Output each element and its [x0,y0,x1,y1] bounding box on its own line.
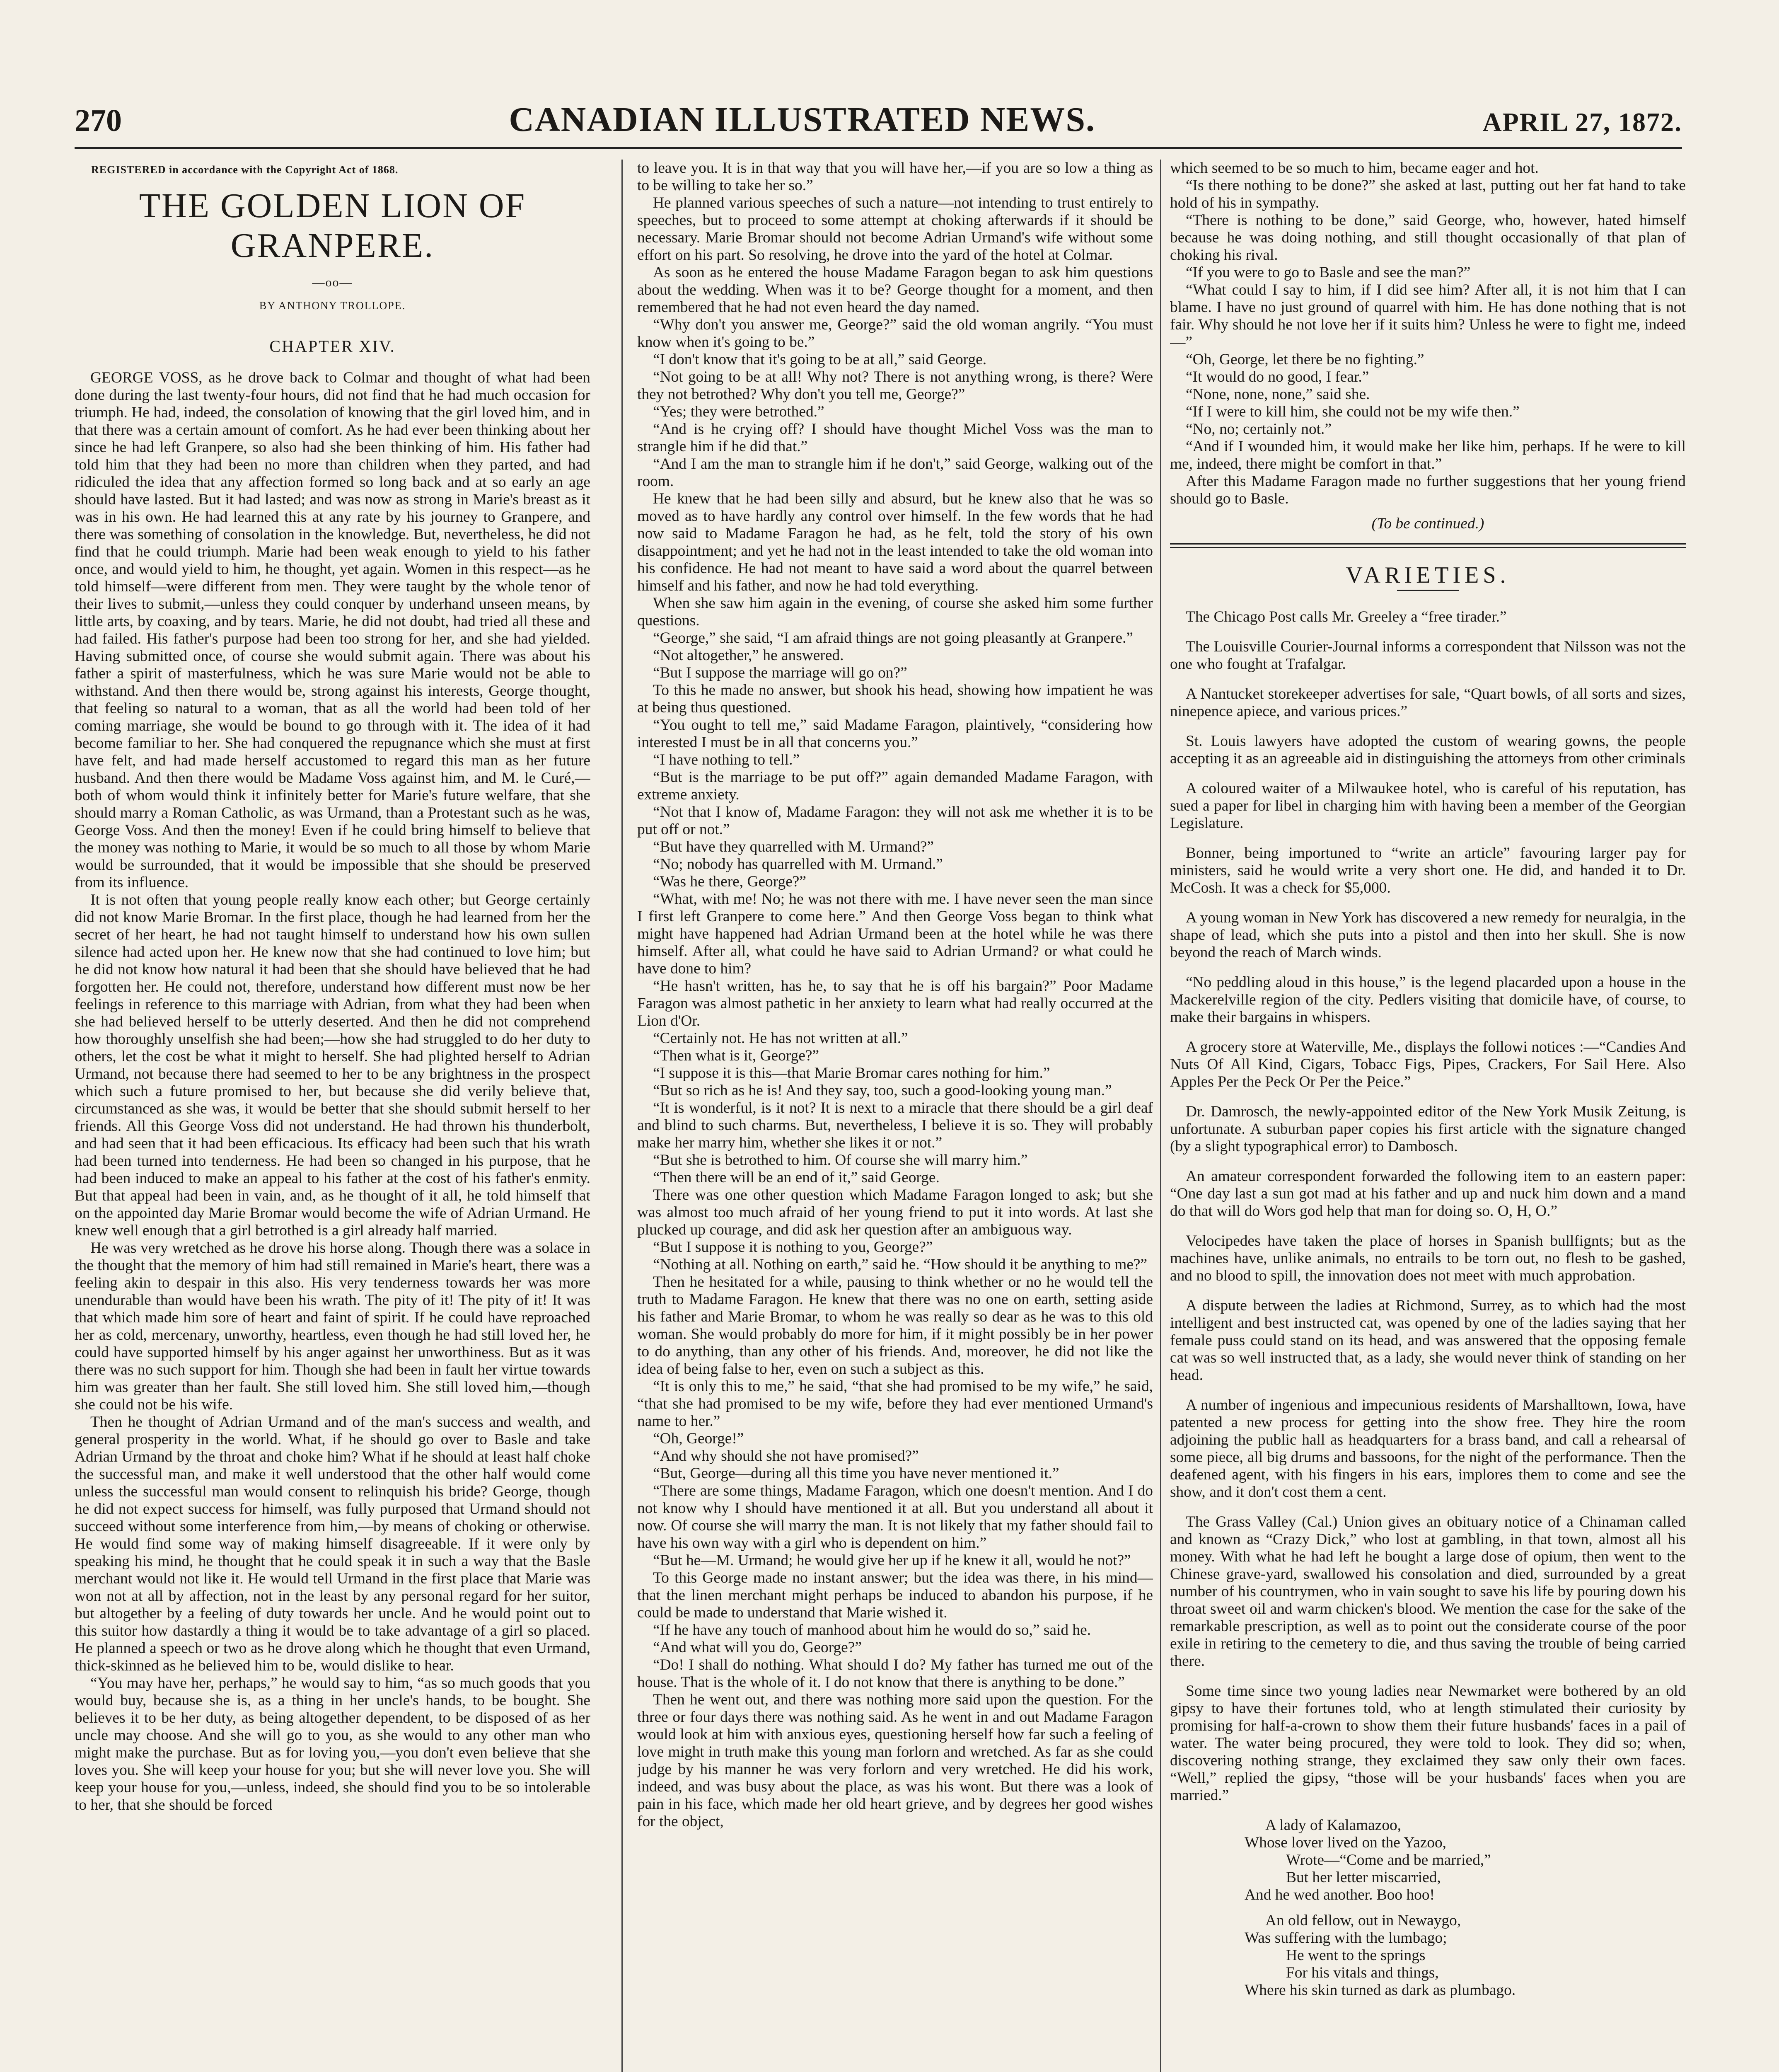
paper-title: CANADIAN ILLUSTRATED NEWS. [509,100,1096,139]
paragraph: There was one other question which Madame Faragon longed to ask; but she was almost too much afraid of her young friend to put it into words. At last she plucked up courage, and did ask her question after an ambiguous way. [637,1186,1153,1238]
verse-line: An old fellow, out in Newaygo, [1265,1912,1461,1929]
paragraph: “You ought to tell me,” said Madame Faragon, plaintively, “considering how interested I must be in all that concerns you.” [637,716,1153,751]
paragraph: “Oh, George!” [653,1430,744,1447]
paragraph: “There is nothing to be done,” said George, who, however, hated himself because he was doing nothing, and still thought occasionally of that plan of choking his rival. [1170,212,1686,264]
variety-item: A Nantucket storekeeper advertises for sale, “Quart bowls, of all sorts and sizes, ninepence apiece, and various prices.” [1170,685,1686,720]
paragraph: “No; nobody has quarrelled with M. Urmand.” [653,856,943,873]
paragraph: “But, George—during all this time you have never mentioned it.” [653,1465,1059,1482]
paragraph: “No, no; certainly not.” [1186,421,1332,438]
variety-item: Dr. Damrosch, the newly-appointed editor of the New York Musik Zeitung, is unfortunate. A suburban paper copies his first article with the signature changed (by a slight typographical error) to Dambosch. [1170,1103,1686,1155]
variety-item: Some time since two young ladies near Newmarket were bothered by an old gipsy to have their fortunes told, who at length stimulated their curiosity by promising for half-a-crown to show them their future husbands' faces in a pail of water. The water being procured, they were told to look. They did so; when, discovering nothing strange, they exclaimed they saw only their own faces. “Well,” replied the gipsy, “those will be your husbands' faces when you are married.” [1170,1682,1686,1804]
paragraph: After this Madame Faragon made no further suggestions that her young friend should go to Basle. [1170,473,1686,507]
paragraph: “But he—M. Urmand; he would give her up if he knew it all, would he not?” [653,1552,1131,1569]
paragraph: Then he hesitated for a while, pausing to think whether or no he would tell the truth to Madame Faragon. He knew that there was no one on earth, setting aside his father and Marie Bromar, to whom he was really so dear as he was to this old woman. She would probably do more for him, if it might possibly be in her power to do anything, than any other of his friends. And, moreover, he did not like the idea of being false to her, even on such a subject as this. [637,1273,1153,1377]
varieties-heading: VARIETIES. [1346,562,1510,588]
story-text [637,160,1153,1830]
variety-item: Bonner, being importuned to “write an article” favouring larger pay for ministers, said he would write a very short one. He did, and handed it to Dr. McCosh. It was a check for $5,000. [1170,845,1686,896]
column-divider [1160,160,1161,2072]
masthead-rule [75,147,1682,149]
paragraph: to leave you. It is in that way that you will have her,—if you are so low a thing as to be willing to take her so.” [637,160,1153,194]
paragraph: “Why don't you answer me, George?” said the old woman angrily. “You must know when it's going to be.” [637,316,1153,351]
paragraph: “But she is betrothed to him. Of course she will marry him.” [653,1152,1028,1169]
issue-date: APRIL 27, 1872. [1482,107,1682,137]
variety-item: A grocery store at Waterville, Me., displays the followi notices :—“Candies And Nuts Of All Kind, Cigars, Tobacc Figs, Pipes, Crackers, For Sail Here. Also Apples Per the Peck Or Per the Peice.” [1170,1038,1686,1090]
variety-item: An amateur correspondent forwarded the following item to an eastern paper: “One day last a sun got mad at his father and up and nuck him down and a mand do that will do Wors god help that man for doing so. O, H, O.” [1170,1168,1686,1220]
story-text [1170,160,1686,508]
paragraph: “It would do no good, I fear.” [1186,368,1369,385]
section-rule [1170,543,1686,548]
paragraph: “What could I say to him, if I did see him? After all, it is not him that I can blame. I have no just ground of quarrel with him. He has done nothing that is not fair. Why should he not love her if it suits him? Unless he were to fight me, indeed—” [1170,281,1686,351]
variety-item: St. Louis lawyers have adopted the custom of wearing gowns, the people accepting it as an agreeable aid in distinguishing the attorneys from other criminals [1170,733,1686,767]
paragraph: To this George made no instant answer; but the idea was there, in his mind—that the linen merchant might perhaps be induced to abandon his purpose, if he could be made to understand that Marie wished it. [637,1569,1153,1621]
paragraph: “But I suppose it is nothing to you, George?” [653,1239,933,1256]
paragraph: He was very wretched as he drove his horse along. Though there was a solace in the thought that the memory of him had still remained in Marie's heart, there was a feeling akin to despair in this also. His very tenderness towards her was more unendurable than would have been his wrath. The pity of it! The pity of it! It was that which made him sore of heart and faint of spirit. If he could have reproached her as cold, mercenary, unworthy, heartless, even though he had still loved her, he could have supported himself by his anger against her unworthiness. But as it was there was no such support for him. Though she had been in fault her virtue towards him was greater than her fault. She still loved him. She still loved him,—though she could not be his wife. [75,1239,590,1413]
limerick-stanza [1170,1912,1686,1999]
verse-line: Was suffering with the lumbago; [1245,1929,1447,1946]
paragraph: “Certainly not. He has not written at all.” [653,1030,908,1047]
story-title: THE GOLDEN LION OF GRANPERE. [139,186,526,265]
paragraph: Then he thought of Adrian Urmand and of the man's success and wealth, and general prosperity in the world. What, if he should go over to Basle and take Adrian Urmand by the throat and choke him? What if he should at least half choke the successful man, and make it well understood that the other half would come unless the successful man would consent to relinquish his bride? George, though he did not expect success for himself, was fully purposed that Urmand should not succeed without some interference from him,—by means of choking or otherwise. He would find some way of making himself disagreeable. If it were only by speaking his mind, he thought that he could speak it in such a way that the Basle merchant would not like it. He would tell Urmand in the first place that Marie was won not at all by affection, not in the least by any personal regard for her suitor, but altogether by a feeling of duty towards her uncle. And he would point out to this suitor how dastardly a thing it would be to take advantage of a girl so placed. He planned a speech or two as he drove along which he thought that even Urmand, thick-skinned as he believed him to be, would dislike to hear. [75,1414,590,1674]
paragraph: “If you were to go to Basle and see the man?” [1186,264,1471,281]
paragraph: “And I am the man to strangle him if he don't,” said George, walking out of the room. [637,455,1153,490]
copyright-notice: REGISTERED in accordance with the Copyright Act of 1868. [91,164,399,176]
paragraph: He planned various speeches of such a nature—not intending to trust entirely to speeches, but to proceed to some attempt at choking afterwards if it should be necessary. Marie Bromar should not become Adrian Urmand's wife without some effort on his part. So resolving, he drove into the yard of the hotel at Colmar. [637,194,1153,264]
chapter-heading: CHAPTER XIV. [269,337,396,356]
column-3 [1170,160,1686,2072]
paragraph: “None, none, none,” said she. [1186,386,1370,403]
page-number: 270 [75,103,122,138]
paragraph: “Is there nothing to be done?” she asked at last, putting out her fat hand to take hold of his in sympathy. [1170,177,1686,211]
verse-line: Whose lover lived on the Yazoo, [1245,1834,1447,1851]
variety-item: The Louisville Courier-Journal informs a correspondent that Nilsson was not the one who fought at Trafalgar. [1170,638,1686,673]
heading-underline [1397,590,1459,591]
paragraph: “Oh, George, let there be no fighting.” [1186,351,1424,368]
variety-item: “No peddling aloud in this house,” is the legend placarded upon a house in the Mackerelville region of the city. Pedlers visiting that domicile have, of course, to make their bargains in whispers. [1170,974,1686,1026]
paragraph: “But have they quarrelled with M. Urmand?” [653,838,934,855]
paragraph: “But is the marriage to be put off?” again demanded Madame Faragon, with extreme anxiety. [637,769,1153,803]
paragraph: He knew that he had been silly and absurd, but he knew also that he was so moved as to have hardly any control over himself. In the few words that he had now said to Madame Faragon he had, as he felt, told the story of his own disappointment; and yet he had not in the least intended to take the old woman into his confidence. He had not meant to have said a word about the quarrel between himself and his father, and now he had told everything. [637,490,1153,594]
verse-line: And he wed another. Boo hoo! [1245,1886,1435,1903]
paragraph: “And why should she not have promised?” [653,1447,919,1464]
paragraph: “It is only this to me,” he said, “that she had promised to be my wife,” he said, “that she had promised to be my wife, before they had ever mentioned Urmand's name to her.” [637,1378,1153,1430]
paragraph: which seemed to be so much to him, became eager and hot. [1170,160,1539,177]
variety-item: A young woman in New York has discovered a new remedy for neuralgia, in the shape of lead, which she puts into a pistol and then into her skull. She is now beyond the reach of March winds. [1170,909,1686,961]
paragraph: It is not often that young people really know each other; but George certainly did not know Marie Bromar. In the first place, though he had learned from her the secret of her heart, he had not taught himself to understand how his own sullen silence had acted upon her. He knew now that she had continued to love him; but he did not know how natural it had been that she should have believed that he had forgotten her. He could not, therefore, understand how different must now be her feelings in reference to this marriage with Adrian, from what they had been when she had believed herself to be utterly deserted. And then he did not comprehend how thoroughly unselfish she had been;—how she had struggled to do her duty to others, let the cost be what it might to herself. She had plighted herself to Adrian Urmand, not because there had seemed to her to be any brightness in the prospect which such a future promised to her, but because she did verily believe that, circumstanced as she was, it would be better that she should submit herself to her friends. All this George Voss did not understand. He had thrown his thunderbolt, and had seen that it had been efficacious. Its efficacy had been such that his wrath had been turned into tenderness. He had been so changed in his purpose, that he had been induced to make an appeal to his father at the cost of his father's enmity. But that appeal had been in vain, and, as he thought of it all, he told himself that on the appointed day Marie Bromar would become the wife of Adrian Urmand. He knew well enough that a girl betrothed is a girl already half married. [75,891,590,1239]
paragraph: “I don't know that it's going to be at all,” said George. [653,351,987,368]
paragraph: “What, with me! No; he was not there with me. I have never seen the man since I first left Granpere to come here.” And then George Voss began to think what might have happened had Adrian Urmand been at the hotel while he was there himself. After all, what could he have said to Adrian Urmand? or what could he have done to him? [637,891,1153,977]
story-text [75,369,590,1814]
variety-item: Velocipedes have taken the place of horses in Spanish bullfignts; but as the machines have, unlike animals, no entrails to be torn out, no flesh to be gashed, and no blood to spill, the innovation does not meet with much approbation. [1170,1232,1686,1284]
masthead [75,99,1682,145]
paragraph: As soon as he entered the house Madame Faragon began to ask him questions about the wedding. When was it to be? George thought for a moment, and then remembered that he had not even heard the day named. [637,264,1153,316]
paragraph: “Then what is it, George?” [653,1047,819,1064]
byline: BY ANTHONY TROLLOPE. [259,300,406,312]
paragraph: “And if I wounded him, it would make her like him, perhaps. If he were to kill me, indeed, there might be comfort in that.” [1170,438,1686,472]
verse-line: For his vitals and things, [1286,1964,1439,1981]
paragraph: “Nothing at all. Nothing on earth,” said he. “How should it be anything to me?” [653,1256,1148,1273]
paragraph: Then he went out, and there was nothing more said upon the question. For the three or four days there was nothing said. As he went in and out Madame Faragon would look at him with anxious eyes, questioning herself how far such a feeling of love might in truth make this young man forlorn and wretched. As far as she could judge by his manner he was very forlorn and very wretched. He did his work, indeed, and was busy about the place, as was his wont. But there was a look of pain in his face, which made her old heart grieve, and by degrees her good wishes for the object, [637,1691,1153,1830]
paragraph: “And what will you do, George?” [653,1639,862,1656]
paragraph: “It is wonderful, is it not? It is next to a miracle that there should be a girl deaf and blind to such charms. But, nevertheless, I believe it is so. They will probably make her marry him, whether she likes it or not.” [637,1099,1153,1151]
paragraph: “If I were to kill him, she could not be my wife then.” [1186,403,1520,420]
variety-item: The Chicago Post calls Mr. Greeley a “free tirader.” [1186,608,1507,625]
verse-line: Where his skin turned as dark as plumbago. [1245,1982,1516,1999]
verse-line: He went to the springs [1286,1947,1426,1964]
verse-line: Wrote—“Come and be married,” [1286,1852,1491,1869]
varieties-list [1170,608,1686,1804]
paragraph: When she saw him again in the evening, of course she asked him some further questions. [637,595,1153,629]
paragraph: GEORGE VOSS, as he drove back to Colmar and thought of what had been done during the last twenty-four hours, did not find that he had much occasion for triumph. He had, indeed, the consolation of knowing that the girl loved him, and in that there was a certain amount of comfort. As he had ever been thinking about her since he had left Granpere, so also had she been thinking of him. His father had told him that they had been no more than children when they parted, and had ridiculed the idea that any affection formed so long back and at so early an age should have lasted. But it had lasted; and was now as strong in Marie's breast as it was in his own. He had learned this at any rate by his journey to Granpere, and there was something of consolation in the knowledge. But, nevertheless, he did not find that he could triumph. Marie had been weak enough to yield to his father once, and would yield to him, he thought, yet again. Women in this respect—as he told himself—were different from men. They were taught by the whole tenor of their lives to submit,—unless they could conquer by underhand unseen means, by little arts, by coaxing, and by tears. Marie, he did not doubt, had tried all these and had failed. His father's purpose had been too strong for her, and she had yielded. Having submitted once, of course she would submit again. There was about his father a spirit of masterfulness, which he was sure Marie would not be able to withstand. And then there would be, strong against his interests, George thought, that feeling so natural to a woman, that as all the world had been told of her coming marriage, she would be bound to go through with it. The idea of it had become familiar to her. She had conquered the repugnance which she must at first have felt, and had made herself accustomed to regard this man as her future husband. And then there would be Madame Voss against him, and M. le Curé,—both of whom would think it infinitely better for Marie's future welfare, that she should marry a Roman Catholic, as was Urmand, than a Protestant such as he was, George Voss. And then the money! Even if he could bring himself to believe that the money was nothing to Marie, it would be so much to all those by whom Marie would be surrounded, that it would be impossible that she should be preserved from its influence. [75,369,590,891]
variety-item: A number of ingenious and impecunious residents of Marshalltown, Iowa, have patented a new process for getting into the show free. They hire the room adjoining the public hall as headquarters for a brass band, and call a rehearsal of some piece, all big drums and bassoons, for the night of the performance. Then the deafened agent, with his fingers in his ears, implores them to come and see the show, and it don't cost them a cent. [1170,1397,1686,1501]
verse-line: A lady of Kalamazoo, [1265,1817,1402,1834]
variety-item: A coloured waiter of a Milwaukee hotel, who is careful of his reputation, has sued a paper for libel in charging him with having been a member of the Georgian Legislature. [1170,780,1686,832]
column-2 [637,160,1153,2072]
limerick-stanza [1170,1817,1686,1904]
paragraph: “He hasn't written, has he, to say that he is off his bargain?” Poor Madame Faragon was almost pathetic in her anxiety to learn what had really occurred at the Lion d'Or. [637,978,1153,1029]
verse-line: But her letter miscarried, [1286,1869,1441,1886]
paragraph: “Was he there, George?” [653,873,806,890]
column-1 [75,160,590,2072]
paragraph: “And is he crying off? I should have thought Michel Voss was the man to strangle him if he did that.” [637,421,1153,455]
paragraph: “There are some things, Madame Faragon, which one doesn't mention. And I do not know why I should have mentioned it at all. But you understand all about it now. Of course she will marry the man. It is not likely that my father should fail to have his own way with a girl who is dependent on him.” [637,1482,1153,1552]
variety-item: The Grass Valley (Cal.) Union gives an obituary notice of a Chinaman called and known as “Crazy Dick,” who lost at gambling, in that town, almost all his money. With what he had left he bought a large dose of opium, then went to the Chinese grave-yard, swallowed his consolation and died, surrounded by a great number of his countrymen, who in vain sought to save his life by pouring down his throat sweet oil and warm chicken's blood. We mention the case for the sake of the remarkable prescription, as well as to point out the considerate course of the poor exile in retiring to the cemetery to die, and thus saving the trouble of being carried there. [1170,1513,1686,1670]
paragraph: “If he have any touch of manhood about him he would do so,” said he. [653,1622,1091,1639]
paragraph: “Do! I shall do nothing. What should I do? My father has turned me out of the house. That is the whole of it. I do not know that there is anything to be done.” [637,1656,1153,1691]
paragraph: “Yes; they were betrothed.” [653,403,824,420]
to-be-continued: (To be continued.) [1371,515,1484,532]
paragraph: “Not altogether,” he answered. [653,647,844,664]
paragraph: “Then there will be an end of it,” said George. [653,1169,940,1186]
paragraph: “I suppose it is this—that Marie Bromar cares nothing for him.” [653,1065,1050,1082]
paragraph: “But I suppose the marriage will go on?” [653,664,907,681]
paragraph: To this he made no answer, but shook his head, showing how impatient he was at being thus questioned. [637,682,1153,716]
limerick-verse [1170,1817,1686,1999]
variety-item: A dispute between the ladies at Richmond, Surrey, as to which had the most intelligent and best instructed cat, was opened by one of the ladies saying that her female puss could stand on its head, and was answered that the opposing female cat was so well instructed that, as a lady, she would never think of standing on her head. [1170,1297,1686,1384]
paragraph: “Not that I know of, Madame Faragon: they will not ask me whether it is to be put off or not.” [637,804,1153,838]
paragraph: “Not going to be at all! Why not? There is not anything wrong, is there? Were they not betrothed? Why don't you tell me, George?” [637,368,1153,403]
column-divider [621,160,623,2072]
paragraph: “I have nothing to tell.” [653,751,800,768]
title-ornament: —oo— [312,276,353,289]
paragraph: “But so rich as he is! And they say, too, such a good-looking young man.” [653,1082,1112,1099]
paragraph: “You may have her, perhaps,” he would say to him, “as so much goods that you would buy, because she is, as a thing in her uncle's hands, to be bought. She believes it to be her duty, as being altogether dependent, to be disposed of as her uncle may choose. And she will go to you, as she would to any other man who might make the purchase. But as for loving you,—you don't even believe that she loves you. She will keep your house for you; but she will never love you. She will keep your house for you,—unless, indeed, she should find you to be so intolerable to her, that she should be forced [75,1675,590,1813]
paragraph: “George,” she said, “I am afraid things are not going pleasantly at Granpere.” [653,629,1133,646]
